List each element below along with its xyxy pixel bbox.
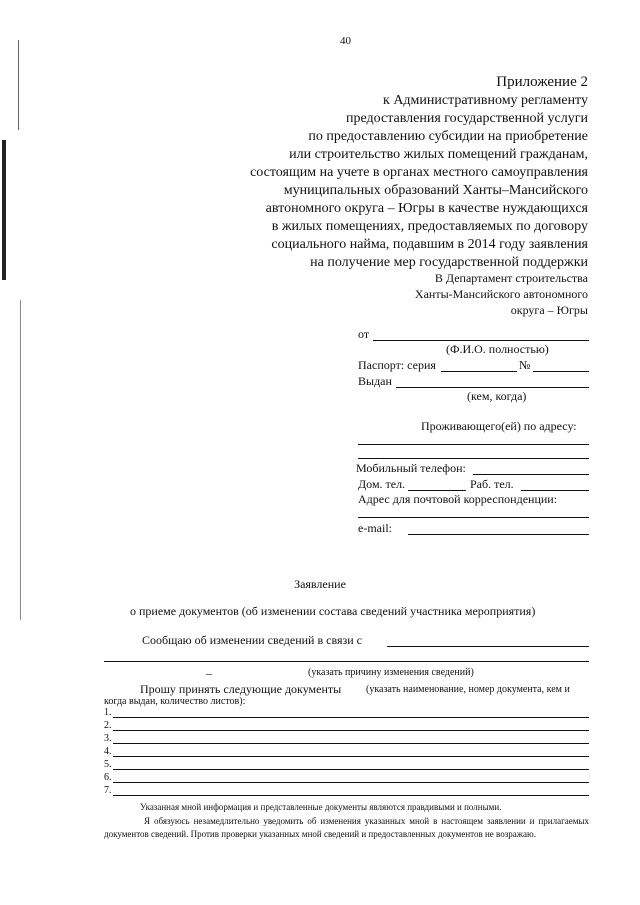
doc-line[interactable] xyxy=(113,717,589,718)
scan-mark xyxy=(18,40,19,130)
postal-line[interactable] xyxy=(358,517,589,518)
doc-number: 5. xyxy=(104,759,112,770)
change-reason-line[interactable] xyxy=(387,646,589,647)
page-number: 40 xyxy=(340,35,351,47)
issued-line[interactable] xyxy=(396,387,589,388)
statement-subtitle: о приеме документов (об изменении состава сведений участника мероприятия) xyxy=(130,604,536,618)
change-text: Сообщаю об изменении сведений в связи с xyxy=(142,633,362,647)
address-line-2[interactable] xyxy=(358,458,589,459)
doc-line[interactable] xyxy=(113,769,589,770)
header-line: автономного округа – Югры в качестве нуждающихся xyxy=(265,201,588,216)
recipient-line: Ханты-Мансийского автономного xyxy=(414,287,588,301)
header-line: в жилых помещениях, предоставляемых по договору xyxy=(271,219,588,234)
doc-number: 6. xyxy=(104,772,112,783)
header-line: предоставления государственной услуги xyxy=(346,111,588,126)
number-sign: № xyxy=(519,358,531,372)
doc-line[interactable] xyxy=(113,795,589,796)
header-line: или строительство жилых помещений гражданам, xyxy=(289,147,588,162)
passport-series-line[interactable] xyxy=(441,371,517,372)
scan-margin xyxy=(0,0,24,905)
change-reason-line-2[interactable] xyxy=(104,661,589,662)
postal-label: Адрес для почтовой корреспонденции: xyxy=(358,492,558,506)
reason-dash: _ xyxy=(206,662,212,676)
work-phone-label: Раб. тел. xyxy=(470,477,514,491)
email-label: e-mail: xyxy=(358,521,392,535)
doc-number: 4. xyxy=(104,746,112,757)
doc-number: 3. xyxy=(104,733,112,744)
header-line: к Административному регламенту xyxy=(383,93,588,108)
address-line-1[interactable] xyxy=(358,444,589,445)
from-label: от xyxy=(358,327,370,341)
request-main: Прошу принять следующие документы xyxy=(140,682,342,696)
obligation-text: Я обязуюсь незамедлительно уведомить об изменения указанных мной в настоящем заявлении и прилагаемых документов сведений. Против проверки указанных мной сведений и предоставленных документов не возражаю. xyxy=(104,816,589,839)
home-phone-line[interactable] xyxy=(408,490,466,491)
scan-mark xyxy=(20,300,21,620)
doc-line[interactable] xyxy=(113,782,589,783)
work-phone-line[interactable] xyxy=(521,490,589,491)
doc-number: 2. xyxy=(104,720,112,731)
header-line: на получение мер государственной поддержки xyxy=(310,255,588,270)
passport-label: Паспорт: серия xyxy=(358,358,436,372)
request-hint-2: когда выдан, количество листов): xyxy=(104,696,246,707)
mobile-line[interactable] xyxy=(473,474,589,475)
passport-number-line[interactable] xyxy=(533,371,589,372)
doc-line[interactable] xyxy=(113,756,589,757)
issued-label: Выдан xyxy=(358,374,392,388)
request-hint-1: (указать наименование, номер документа, кем и xyxy=(366,684,570,695)
home-phone-label: Дом. тел. xyxy=(358,477,406,491)
header-line: по предоставлению субсидии на приобретение xyxy=(308,129,588,144)
header-line: состоящим на учете в органах местного самоуправления xyxy=(250,165,588,180)
header-line: муниципальных образований Ханты–Мансийского xyxy=(283,183,588,198)
scan-mark xyxy=(2,140,6,280)
issued-hint: (кем, когда) xyxy=(467,389,527,403)
fio-line[interactable] xyxy=(373,340,589,341)
reason-hint: (указать причину изменения сведений) xyxy=(308,667,474,678)
doc-line[interactable] xyxy=(113,730,589,731)
confirm-line: Указанная мной информация и представленные документы являются правдивыми и полными. xyxy=(140,802,502,812)
email-line[interactable] xyxy=(408,534,589,535)
doc-number: 7. xyxy=(104,785,112,796)
statement-title: Заявление xyxy=(294,577,346,591)
residence-label: Проживающего(ей) по адресу: xyxy=(421,419,577,433)
doc-line[interactable] xyxy=(113,743,589,744)
doc-number: 1. xyxy=(104,707,112,718)
mobile-label: Мобильный телефон: xyxy=(356,461,466,475)
appendix-title: Приложение 2 xyxy=(496,74,588,90)
recipient-line: округа – Югры xyxy=(510,303,588,317)
fio-hint: (Ф.И.О. полностью) xyxy=(446,342,549,356)
recipient-line: В Департамент строительства xyxy=(434,271,588,285)
header-line: социального найма, подавшим в 2014 году заявления xyxy=(271,237,588,252)
